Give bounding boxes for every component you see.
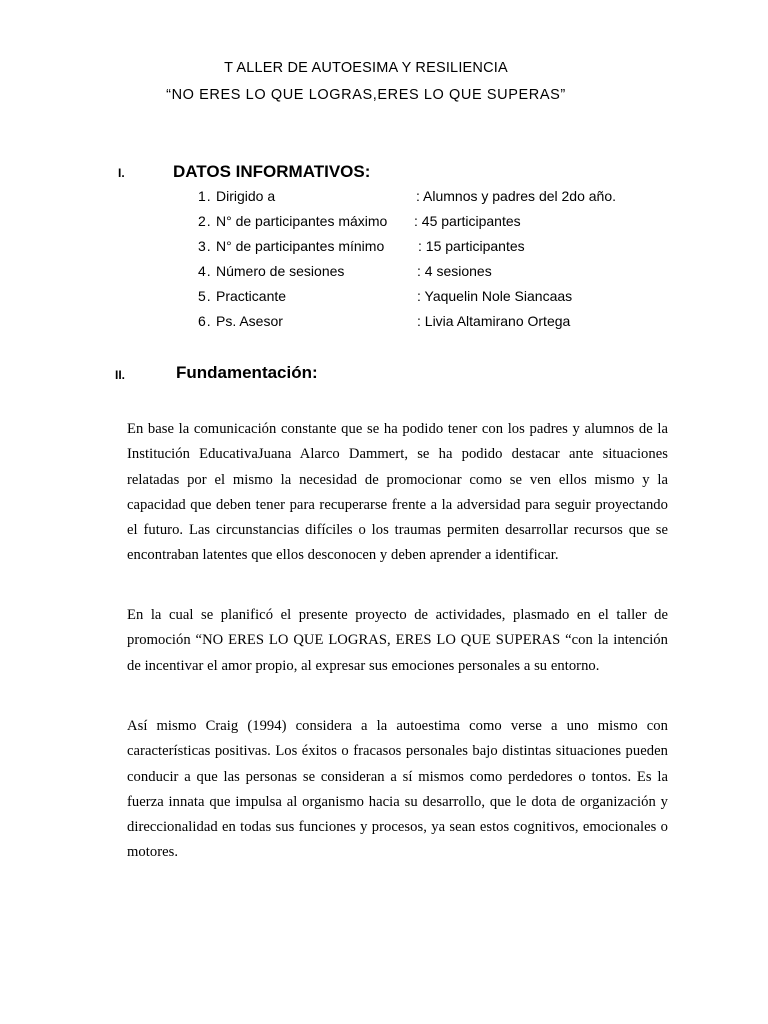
info-index: 2. xyxy=(198,213,212,229)
paragraph-text: En base la comunicación constante que se ha podido tener con los padres y alumnos de la Institución EducativaJuana Alarco Dammert, se ha podido destacar ante situaciones relatadas por el mismo la necesidad de promocionar como se ven ellos mismo y la capacidad que deben tener para recuperarse frente a la adversidad para seguir proyectando el futuro. Las circunstancias difíciles o los traumas permiten desarrollar recursos que se encontraban latentes que ellos desconocen y deben aprender a identificar. xyxy=(127,421,668,564)
info-value: : Alumnos y padres del 2do año. xyxy=(416,188,617,204)
section-1-number: I. xyxy=(118,166,125,180)
info-row-sessions xyxy=(198,262,668,287)
paragraph-text: En la cual se planificó el presente proyecto de actividades, plasmado en el taller de promoción “NO ERES LO QUE LOGRAS, ERES LO QUE SUPERAS “con la intención de incentivar el amor propio, al expresar sus emociones personales a su entorno. xyxy=(127,607,668,674)
info-label: Practicante xyxy=(216,288,287,304)
info-index: 6. xyxy=(198,313,212,329)
info-value: : 45 participantes xyxy=(414,213,521,229)
info-list xyxy=(198,187,668,337)
info-value: : 4 sesiones xyxy=(417,263,492,279)
info-row-dirigido xyxy=(198,187,668,212)
info-value: : 15 participantes xyxy=(418,238,525,254)
info-value: : Yaquelin Nole Siancaas xyxy=(417,288,573,304)
info-label: Ps. Asesor xyxy=(216,313,283,329)
info-index: 5. xyxy=(198,288,212,304)
section-2-number: II. xyxy=(115,368,126,382)
info-row-min-participants xyxy=(198,237,668,262)
section-1-heading: DATOS INFORMATIVOS: xyxy=(173,162,371,181)
info-value: : Livia Altamirano Ortega xyxy=(417,313,571,329)
paragraph-1 xyxy=(127,417,668,569)
info-label: N° de participantes mínimo xyxy=(216,238,385,254)
document-subtitle: “NO ERES LO QUE LOGRAS,ERES LO QUE SUPERAS” xyxy=(166,87,566,103)
paragraph-text: Así mismo Craig (1994) considera a la autoestima como verse a uno mismo con características positivas. Los éxitos o fracasos personales bajo distintas situaciones pueden conducir a que las personas se consideran a sí mismos como perdedores o tontos. Es la fuerza innata que impulsa al organismo hacia su desarrollo, que le dota de organización y direccionalidad en todas sus funciones y procesos, ya sean estos cognitivos, emocionales o motores. xyxy=(127,718,668,861)
info-label: Dirigido a xyxy=(216,188,276,204)
info-label: N° de participantes máximo xyxy=(216,213,388,229)
info-row-asesor xyxy=(198,312,668,337)
info-index: 1. xyxy=(198,188,212,204)
info-row-max-participants xyxy=(198,212,668,237)
paragraph-2 xyxy=(127,603,668,679)
info-index: 3. xyxy=(198,238,212,254)
section-2-heading: Fundamentación: xyxy=(176,363,318,382)
info-label: Número de sesiones xyxy=(216,263,345,279)
document-title: T ALLER DE AUTOESIMA Y RESILIENCIA xyxy=(224,60,508,76)
info-row-practicante xyxy=(198,287,668,312)
info-index: 4. xyxy=(198,263,212,279)
paragraph-3 xyxy=(127,714,668,866)
